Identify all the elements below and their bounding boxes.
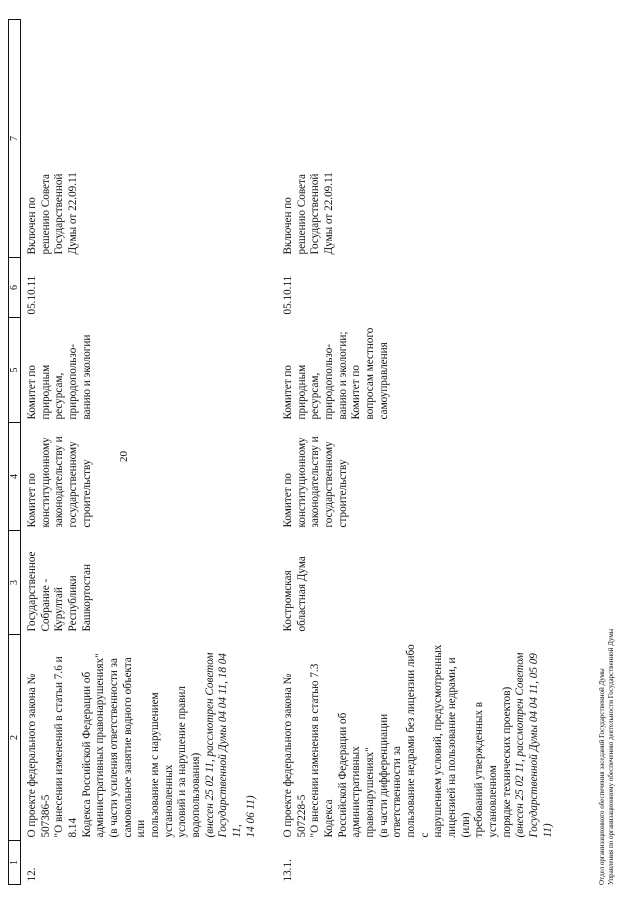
responsible-committee: Комитет по конституционному законодательству и государственному строительству (26, 436, 93, 528)
column-header: 1 (9, 841, 21, 885)
bill-line: пользование им с нарушением установленных (148, 692, 175, 838)
bill-line: "О внесении изменений в статьи 7.6 и 8.14 (53, 656, 79, 838)
column-header: 3 (9, 531, 21, 635)
consideration-date: 05.10.11 (282, 275, 295, 315)
row-number: 12. (26, 867, 38, 882)
bill-line: (в части усиления ответственности за (107, 658, 120, 838)
co-executor-committee: Комитет по природным ресурсам, природопользо- ванию и экологии (26, 334, 93, 420)
column-header: 7 (9, 20, 21, 258)
bill-description (21, 635, 261, 841)
bill-line: лицензией на пользование недрами, и (или) (446, 657, 472, 838)
bill-line: О проекте федерального закона № 507228-5 (282, 673, 308, 838)
bill-line: нарушением условий, предусмотренных (432, 644, 445, 838)
column-header: 4 (9, 423, 21, 531)
bills-table (8, 19, 557, 885)
table-row (21, 20, 261, 885)
bill-line: Российской Федерации об административных (336, 712, 363, 838)
bill-line: "О внесении изменения в статью 7.3 Кодекса (309, 663, 336, 838)
bill-status-line: (внесен 25 02 11, рассмотрен Советом (203, 652, 216, 838)
table-row (260, 20, 557, 885)
bill-line: порядке технических проектов) (500, 686, 513, 838)
bill-line: (в части дифференциации ответственности за (377, 713, 404, 838)
column-header: 5 (9, 318, 21, 423)
bill-line: правонарушениях" (364, 747, 377, 838)
bill-line: требований утвержденных в установленном (473, 701, 499, 838)
bill-line: пользование недрами без лицензии либо с (405, 644, 431, 838)
bill-line: водопользования) (189, 752, 202, 838)
footer-line: Отдел организационного обеспечения заседаний Государственной Думы (598, 668, 606, 885)
responsible-committee: Комитет по конституционному законодательству и государственному строительству (282, 436, 349, 528)
footer-line: Управления по организационному обеспечению деятельности Государственной Думы (607, 628, 616, 885)
consideration-date: 05.10.11 (26, 275, 38, 315)
column-header: 2 (9, 635, 21, 841)
bill-status-line: Государственной Думы 04 04 11, 05 09 11) (527, 653, 554, 838)
page-number: 20 (118, 451, 130, 462)
bill-line: самовольное занятие водного объекта или (121, 657, 148, 838)
bill-description (260, 635, 557, 841)
co-executor-committee: Комитет по природным ресурсам, природопользо- ванию и экологии; Комитет по вопросам местного самоуправления (282, 327, 390, 420)
decision-note: Включен по решению Совета Государственной Думы от 22.09.11 (282, 172, 336, 255)
bill-line: Кодекса Российской Федерации об (80, 671, 93, 838)
row-number: 13.1. (282, 859, 295, 882)
initiator: Костромская областная Дума (282, 556, 308, 632)
bill-status-line: (внесен 25 02 11, рассмотрен Советом (514, 652, 527, 838)
bill-line: О проекте федерального закона № 507386-5 (26, 673, 52, 838)
bill-line: административных правонарушениях" (94, 653, 107, 838)
bill-status-line: Государственной Думы 04 04 11, 18 04 11, (217, 653, 243, 838)
bill-status-line: 14 06 11) (244, 795, 257, 838)
bill-line: условий и за нарушение правил (176, 686, 189, 838)
decision-note: Включен по решению Совета Государственной Думы от 22.09.11 (26, 172, 79, 255)
column-header: 6 (9, 258, 21, 318)
initiator: Государственное Собрание - Курултай Республики Башкортостан (26, 551, 93, 632)
header-row (9, 20, 21, 885)
footer-note (598, 629, 617, 885)
